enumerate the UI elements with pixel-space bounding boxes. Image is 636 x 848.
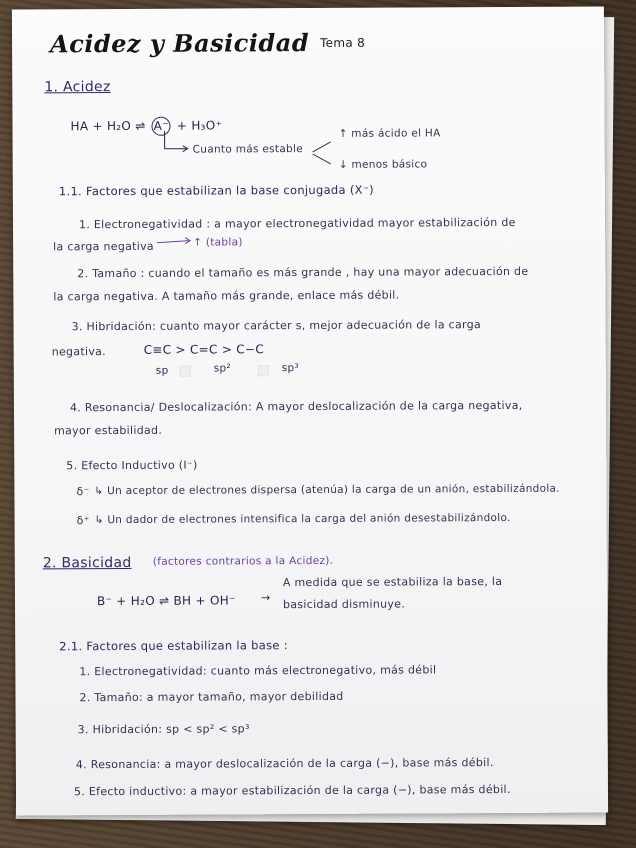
hybridization-bonds: C≡C > C=C > C−C: [143, 342, 265, 357]
delta-minus-symbol: δ⁻: [76, 485, 90, 499]
blank-box: [180, 366, 191, 377]
branch-more-acidic: ↑ más ácido el HA: [338, 127, 441, 140]
subheading-factors-acid: 1.1. Factores que estabilizan la base conjugada (X⁻): [58, 182, 374, 199]
base-factor-2: 2. Tamaño: a mayor tamaño, mayor debilidad: [79, 689, 344, 705]
factor-3-line-2: negativa.: [51, 345, 107, 359]
factor-1-line-2: la carga negativa: [53, 239, 154, 254]
factor-4-line-1: 4. Resonancia/ Deslocalización: A mayor deslocalización de la carga negativa,: [69, 398, 523, 415]
delta-plus-symbol: δ⁺: [76, 514, 90, 528]
subheading-factors-base: 2.1. Factores que estabilizan la base :: [59, 638, 288, 654]
topic-number: Tema 8: [320, 35, 366, 50]
factor-4-line-2: mayor estabilidad.: [54, 423, 163, 438]
section-heading-basicidad: 2. Basicidad: [42, 554, 132, 572]
base-note-line-2: basicidad disminuye.: [282, 597, 406, 612]
factor-2-line-1: 2. Tamaño : cuando el tamaño es más grande , hay una mayor adecuación de: [77, 264, 529, 281]
factor-3-line-1: 3. Hibridación: cuanto mayor carácter s, mejor adecuación de la carga: [71, 318, 482, 334]
base-factor-5: 5. Efecto inductivo: a mayor estabilización de la carga (−), base más débil.: [73, 782, 511, 799]
basicity-note: (factores contrarios a la Acidez).: [152, 554, 334, 568]
hybridization-sp: sp: [155, 364, 169, 377]
notebook-page: [12, 6, 608, 815]
base-note-line-1: A medida que se estabiliza la base, la: [282, 574, 503, 590]
acid-equation-right: + H₃O⁺: [176, 118, 223, 133]
base-equation-arrow: →: [260, 591, 271, 605]
hybridization-sp3: sp³: [281, 362, 300, 375]
factor-2-line-2: la carga negativa. A tamaño más grande, enlace más débil.: [53, 288, 400, 304]
conjugate-base-circle: A⁻: [152, 117, 171, 136]
branch-less-basic: ↓ menos básico: [338, 158, 428, 171]
base-factor-3: 3. Hibridación: sp < sp² < sp³: [77, 722, 250, 737]
branch-label: Cuanto más estable: [192, 143, 304, 156]
acid-equation-left: HA + H₂O ⇌: [70, 118, 146, 134]
page-title: Acidez y Basicidad: [49, 28, 310, 59]
factor-1-table-note: ↑ (tabla): [193, 236, 243, 249]
factor-5-heading: 5. Efecto Inductivo (I⁻): [66, 458, 198, 473]
base-equation: B⁻ + H₂O ⇌ BH + OH⁻: [96, 593, 236, 609]
right-arrow-icon: [155, 237, 195, 249]
inductive-donor-text: ↳ Un dador de electrones intensifica la carga del anión desestabilizándolo.: [94, 511, 511, 527]
blank-box: [258, 365, 269, 376]
inductive-acceptor-text: ↳ Un aceptor de electrones dispersa (atenúa) la carga de un anión, estabilizándola.: [94, 482, 560, 498]
base-factor-1: 1. Electronegatividad: cuanto más electronegativo, más débil: [79, 663, 437, 679]
base-factor-4: 4. Resonancia: a mayor deslocalización de la carga (−), base más débil.: [75, 756, 494, 772]
hybridization-sp2: sp²: [213, 362, 232, 375]
section-heading-acidez: 1. Acidez: [44, 79, 111, 96]
factor-1-line-1: 1. Electronegatividad : a mayor electronegatividad mayor estabilización de: [78, 215, 516, 232]
